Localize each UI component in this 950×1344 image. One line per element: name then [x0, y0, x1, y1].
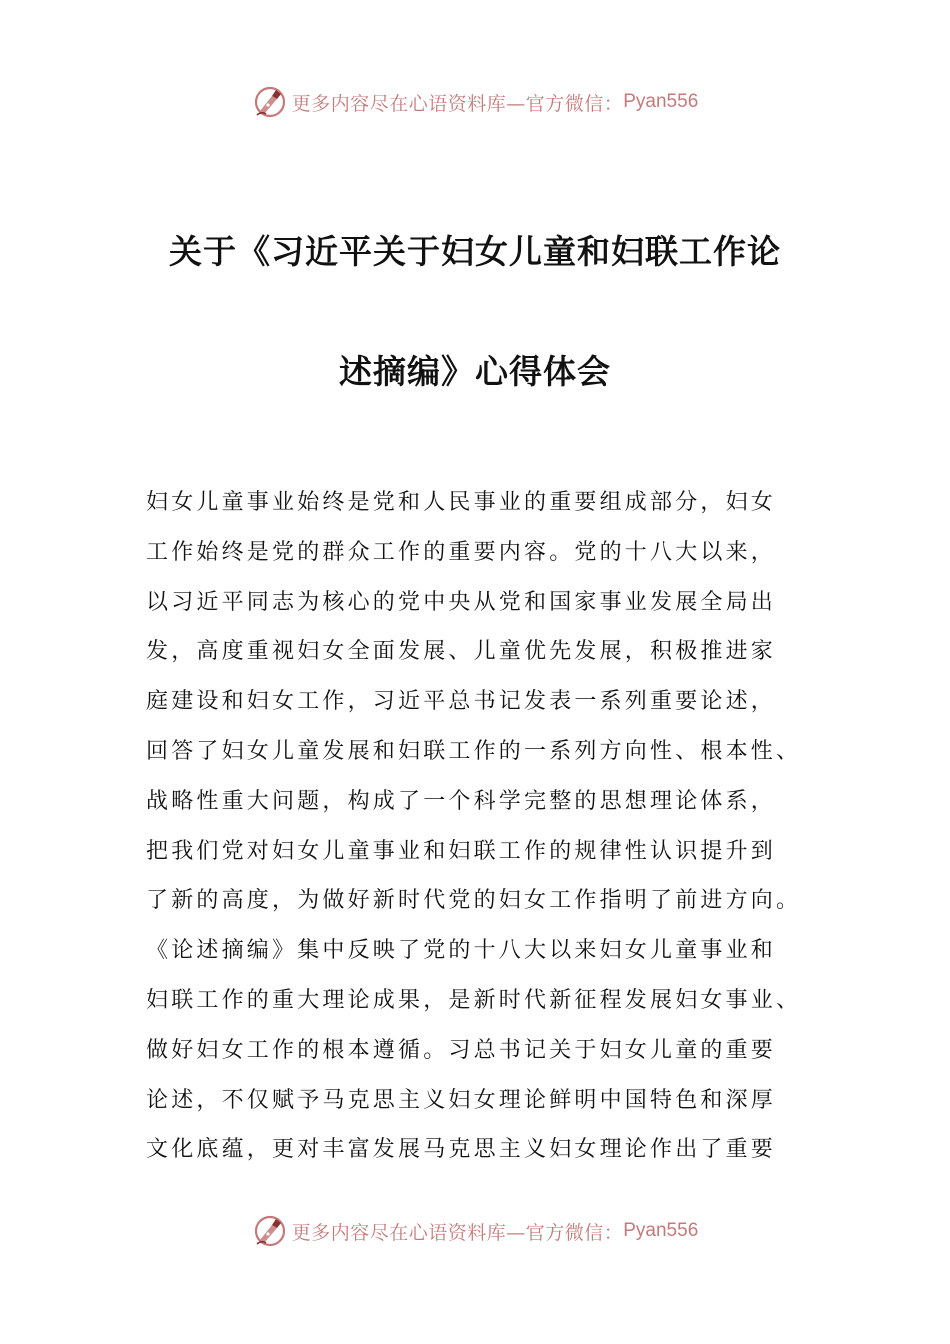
header-banner	[0, 82, 950, 122]
body-paragraph	[146, 478, 826, 1175]
body-line: 把我们党对妇女儿童事业和妇联工作的规律性认识提升到	[146, 838, 777, 864]
body-line: 庭建设和妇女工作，习近平总书记发表一系列重要论述，	[146, 689, 777, 715]
body-line: 论述，不仅赋予马克思主义妇女理论鲜明中国特色和深厚	[146, 1087, 777, 1113]
body-line: 做好妇女工作的根本遵循。习总书记关于妇女儿童的重要	[146, 1037, 777, 1063]
banner-text: 更多内容尽在心语资料库—官方微信：	[291, 92, 624, 115]
banner-text: 更多内容尽在心语资料库—官方微信：	[291, 1221, 624, 1244]
document-title-line-2: 述摘编》心得体会	[339, 352, 611, 391]
body-line: 文化底蕴，更对丰富发展马克思主义妇女理论作出了重要	[146, 1137, 777, 1163]
body-line: 工作始终是党的群众工作的重要内容。党的十八大以来，	[146, 539, 777, 565]
body-line: 发，高度重视妇女全面发展、儿童优先发展，积极推进家	[146, 639, 777, 665]
pen-nib-logo-icon	[252, 84, 288, 120]
body-line: 以习近平同志为核心的党中央从党和国家事业发展全局出	[146, 589, 777, 615]
footer-banner	[0, 1211, 950, 1251]
body-line: 战略性重大问题，构成了一个科学完整的思想理论体系，	[146, 788, 777, 814]
body-line: 回答了妇女儿童发展和妇联工作的一系列方向性、根本性、	[146, 738, 802, 764]
body-line: 妇女儿童事业始终是党和人民事业的重要组成部分，妇女	[146, 490, 777, 515]
document-title-line-1: 关于《习近平关于妇女儿童和妇联工作论	[169, 232, 781, 271]
body-line: 妇联工作的重大理论成果，是新时代新征程发展妇女事业、	[146, 987, 802, 1013]
body-line: 了新的高度，为做好新时代党的妇女工作指明了前进方向。	[146, 888, 802, 914]
pen-nib-logo-icon	[252, 1213, 288, 1249]
banner-wechat-id: Pyan556	[623, 1220, 699, 1241]
banner-wechat-id: Pyan556	[623, 91, 699, 112]
body-line: 《论述摘编》集中反映了党的十八大以来妇女儿童事业和	[146, 938, 777, 964]
